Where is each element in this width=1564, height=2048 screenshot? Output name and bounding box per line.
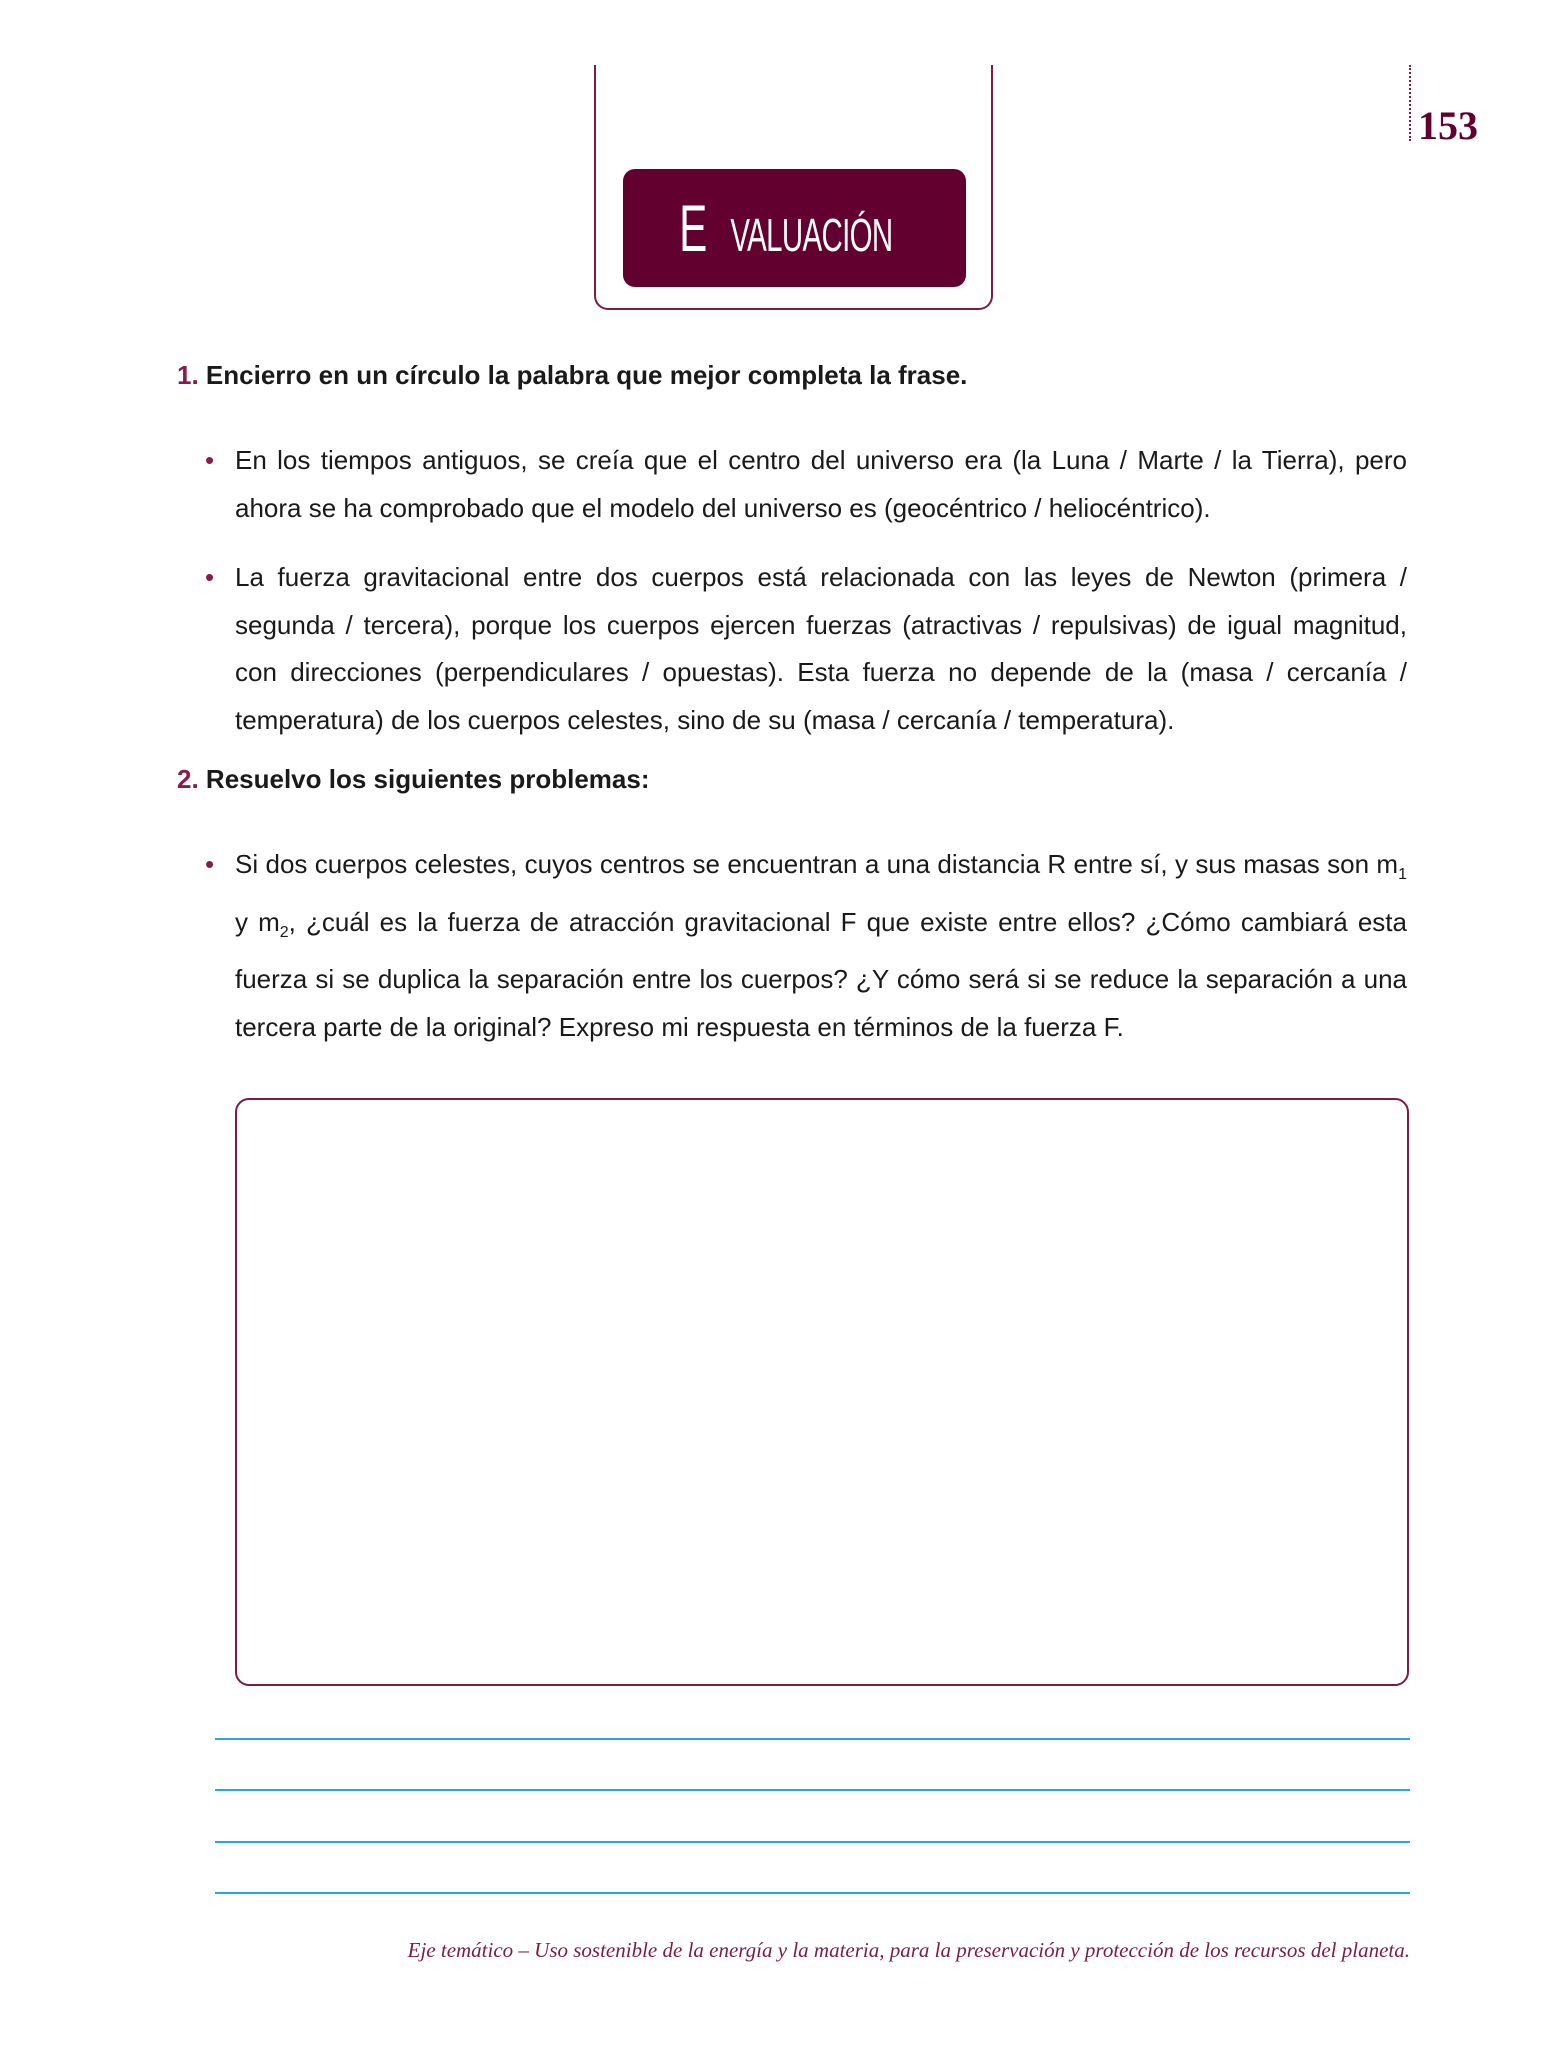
question-number: 1. [177,360,199,390]
title-rest: VALUACIÓN [730,209,893,261]
answer-box[interactable] [235,1098,1409,1686]
writing-line[interactable] [215,1841,1410,1843]
question-number: 2. [177,764,199,794]
writing-line[interactable] [215,1892,1410,1894]
question-1 [177,360,967,391]
question-1-item-1: • En los tiempos antiguos, se creía que el centro del universo era (la Luna / Marte / la Tierra), pero ahora se ha comprobado que el modelo del universo es (geocéntrico / heliocéntrico). [235,437,1407,532]
question-1-item-2: • La fuerza gravitacional entre dos cuerpos está relacionada con las leyes de Newton (primera / segunda / tercera), porque los cuerpos ejercen fuerzas (atractivas / repulsivas) de igual magnitud, con direcciones (perpendiculares / opuestas). Esta fuerza no depende de la (masa / cercanía / temperatura) de los cuerpos celestes, sino de su (masa / cercanía / temperatura). [235,554,1407,744]
question-text: Encierro en un círculo la palabra que mejor completa la frase. [205,360,968,390]
title-initial: E [679,191,707,265]
page-number-divider [1409,65,1411,141]
question-text: Resuelvo los siguientes problemas: [205,764,650,794]
writing-line[interactable] [215,1738,1410,1740]
writing-line[interactable] [215,1789,1410,1791]
section-title [623,169,966,287]
question-2-item-1: • Si dos cuerpos celestes, cuyos centros se encuentran a una distancia R entre sí, y sus masas son $m_1$ y $m_2$, ¿cuál es la fuerza de atracción gravitacional F que existe entre ellos? ¿Cómo cambiará esta fuerza si se duplica la separación entre los cuerpos? ¿Y cómo será si se reduce la separación a una tercera parte de la original? Expreso mi respuesta en términos de la fuerza F. [235,841,1407,1051]
question-2 [177,764,650,795]
footer-theme: Eje temático – Uso sostenible de la energía y la materia, para la preservación y protección de los recursos del planeta. [407,1938,1410,1962]
page-number: 153 [1418,103,1478,148]
